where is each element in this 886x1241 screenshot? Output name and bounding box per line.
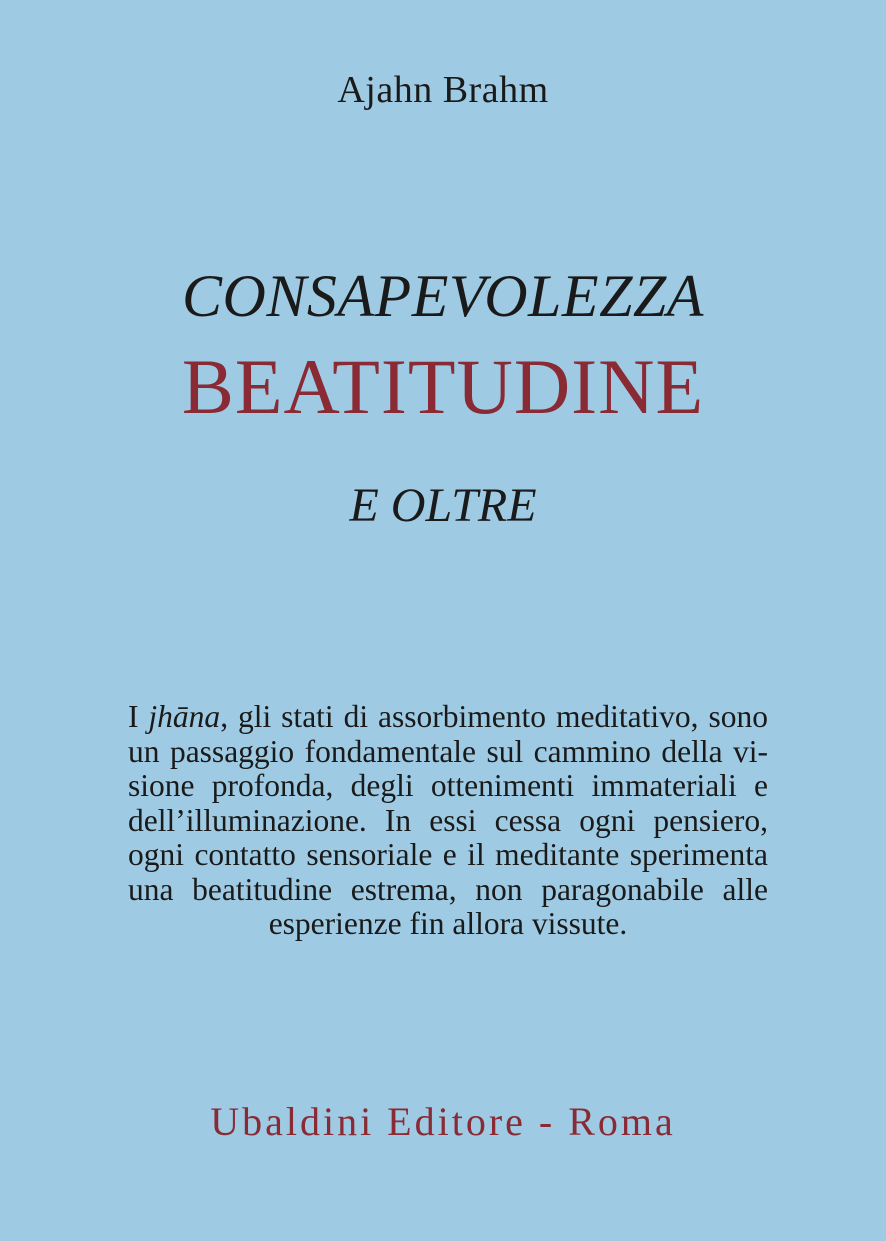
title-line-1: CONSAPEVOLEZZA [182, 263, 704, 329]
publisher-name: Ubaldini Editore - Roma [210, 1099, 676, 1144]
blurb-line-1-prefix: I [128, 699, 149, 734]
title-line-2: BEATITUDINE [181, 343, 705, 430]
blurb [128, 700, 768, 942]
blurb-line-4: dell’illuminazione. In essi cessa ogni pensiero, [128, 802, 768, 838]
blurb-line-3: sione profonda, degli ottenimenti immateriali e [128, 768, 768, 803]
blurb-line-5: ogni contatto sensoriale e il meditante sperimenta [128, 837, 768, 872]
blurb-line-6: una beatitudine estrema, non paragonabile alle [128, 871, 768, 907]
blurb-line-2: un passaggio fondamentale sul cammino della vi- [128, 733, 768, 769]
blurb-line-1 [128, 700, 768, 735]
blurb-line-7: esperienze fin allora vissute. [268, 906, 628, 941]
author-name: Ajahn Brahm [337, 69, 549, 111]
blurb-line-1-rest: , gli stati di assorbimento meditativo, sono [220, 699, 768, 734]
title-line-3: E OLTRE [349, 479, 537, 532]
blurb-line-1-italic: jhāna [148, 699, 221, 734]
